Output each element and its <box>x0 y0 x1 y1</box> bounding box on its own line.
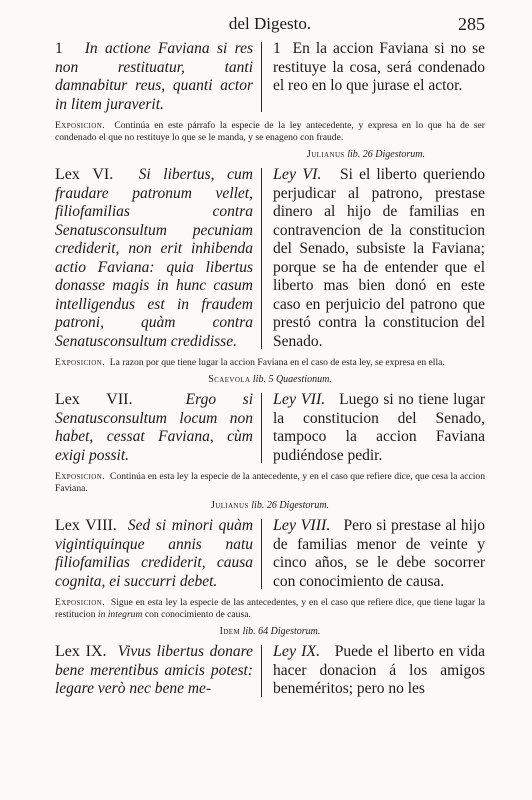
spanish-text: Puede el liberto en vida hacer donacion á los amigos beneméritos; pero no les <box>273 643 486 697</box>
lex-heading: Lex IX. <box>55 643 107 660</box>
citation-ref: lib. 26 Digestorum. <box>251 500 330 511</box>
ley-heading: Ley IX. <box>273 643 321 660</box>
spanish-text: Pero si prestase al hijo de familias menor de veinte y cinco años, se le debe socorrer con conocimiento de causa. <box>273 517 486 590</box>
spanish-text: Luego si no tiene lugar la constitucion del Senado, tampoco la accion Faviana pudiéndose pedir. <box>273 391 486 464</box>
lex-6 <box>55 166 485 351</box>
column-divider <box>261 42 262 112</box>
citation-ref: lib. 64 Digestorum. <box>242 626 321 637</box>
ley-heading: Ley VI. <box>273 166 322 183</box>
citation-author: Julianus <box>210 500 249 511</box>
latin-text: Sed si minori quàm vigintiquinque annis natu filiofamilias crediderit, causa cognita, ei succurri debet. <box>55 517 254 590</box>
citation-ref: lib. 26 Digestorum. <box>347 149 425 160</box>
citation-author: Julianus <box>306 149 345 160</box>
exposition-text: Continúa en esta ley la especie de la antecedente, y en el caso que refiere dice, que cesa la accion Faviana. <box>55 471 485 494</box>
exposition-3 <box>55 471 485 495</box>
section-number-spanish: 1 <box>273 40 281 57</box>
lex-8 <box>55 517 485 591</box>
latin-column <box>55 391 261 465</box>
exposition-label: Exposicion. <box>55 597 105 608</box>
citation-ref: lib. 5 Quaestionum. <box>252 374 332 385</box>
running-header <box>55 14 485 36</box>
lex-9 <box>55 643 485 699</box>
exposition-text: La razon por que tiene lugar la accion Faviana en el caso de esta ley, se expresa en ella. <box>109 357 445 368</box>
exposition-text-end: con conocimiento de causa. <box>144 609 251 620</box>
latin-column <box>55 166 261 351</box>
latin-text: In actione Faviana si res non restituatur, tanti damnabitur reus, quanti actor in litem juraverit. <box>55 40 253 113</box>
exposition-label: Exposicion. <box>55 471 105 482</box>
exposition-1 <box>55 120 485 144</box>
spanish-text: En la accion Faviana si no se restituye la cosa, será condenado el reo en lo que jurase el actor. <box>273 40 486 94</box>
column-divider <box>261 168 262 349</box>
latin-column <box>55 40 261 114</box>
column-divider <box>261 645 262 697</box>
latin-text: Ergo si Senatusconsultum locum non habet, cessat Faviana, cùm exigi possit. <box>55 391 253 464</box>
latin-text: Vivus libertus donare bene merentibus amicis potest: legare verò nec bene me- <box>55 643 253 697</box>
spanish-column <box>261 166 485 351</box>
section-number-latin: 1 <box>55 40 63 57</box>
citation-1 <box>55 149 485 160</box>
page-number: 285 <box>458 14 485 34</box>
exposition-4 <box>55 597 485 621</box>
column-divider <box>261 393 262 463</box>
exposition-text: Continúa en este párrafo la especie de la ley antecedente, y expresa en lo que ha de ser condenado el que no restituye lo que se le manda, y se enageno con fraude. <box>55 120 485 143</box>
spanish-column <box>261 517 485 591</box>
spanish-column <box>261 40 485 114</box>
exposition-label: Exposicion. <box>55 120 105 131</box>
exposition-italic-term: in integrum <box>97 609 143 620</box>
lex-heading: Lex VI. <box>55 166 114 183</box>
citation-4 <box>55 626 485 637</box>
citation-2 <box>55 374 485 385</box>
running-title: del Digesto. <box>228 14 312 33</box>
spanish-text: Si el liberto queriendo perjudicar al patrono, prestase dinero al hijo de familias en contravencion de la constitucion del Senado, subsiste la Faviana; porque se ha de entender que el liberto mas bien donó en este caso en perjuicio del patrono que prestó contra la constitucion del Senado. <box>273 166 486 350</box>
citation-author: Idem <box>219 626 241 637</box>
exposition-label: Exposicion. <box>55 357 105 368</box>
exposition-text: Sigue en esta ley la especie de las antecedentes, y en el caso que refiere dice, que tiene lugar la restitucion <box>55 597 485 620</box>
spanish-column <box>261 391 485 465</box>
latin-column <box>55 643 261 699</box>
page <box>55 14 485 699</box>
spanish-column <box>261 643 485 699</box>
lex-7 <box>55 391 485 465</box>
ley-heading: Ley VII. <box>273 391 326 408</box>
column-divider <box>261 519 262 589</box>
lex-heading: Lex VII. <box>55 391 133 408</box>
lex-heading: Lex VIII. <box>55 517 117 534</box>
latin-column <box>55 517 261 591</box>
citation-3 <box>55 500 485 511</box>
section-1 <box>55 40 485 114</box>
citation-author: Scaevola <box>208 374 251 385</box>
ley-heading: Ley VIII. <box>273 517 331 534</box>
exposition-2 <box>55 357 485 369</box>
latin-text: Si libertus, cum fraudare patronum vellet, filiofamilias contra Senatusconsultum pecuniam crediderit, non erit inhibenda actio Faviana: quia libertus donasse magis in hunc casum intelligendus est in fraudem patroni, quàm contra Senatusconsultum credidisse. <box>55 166 253 350</box>
